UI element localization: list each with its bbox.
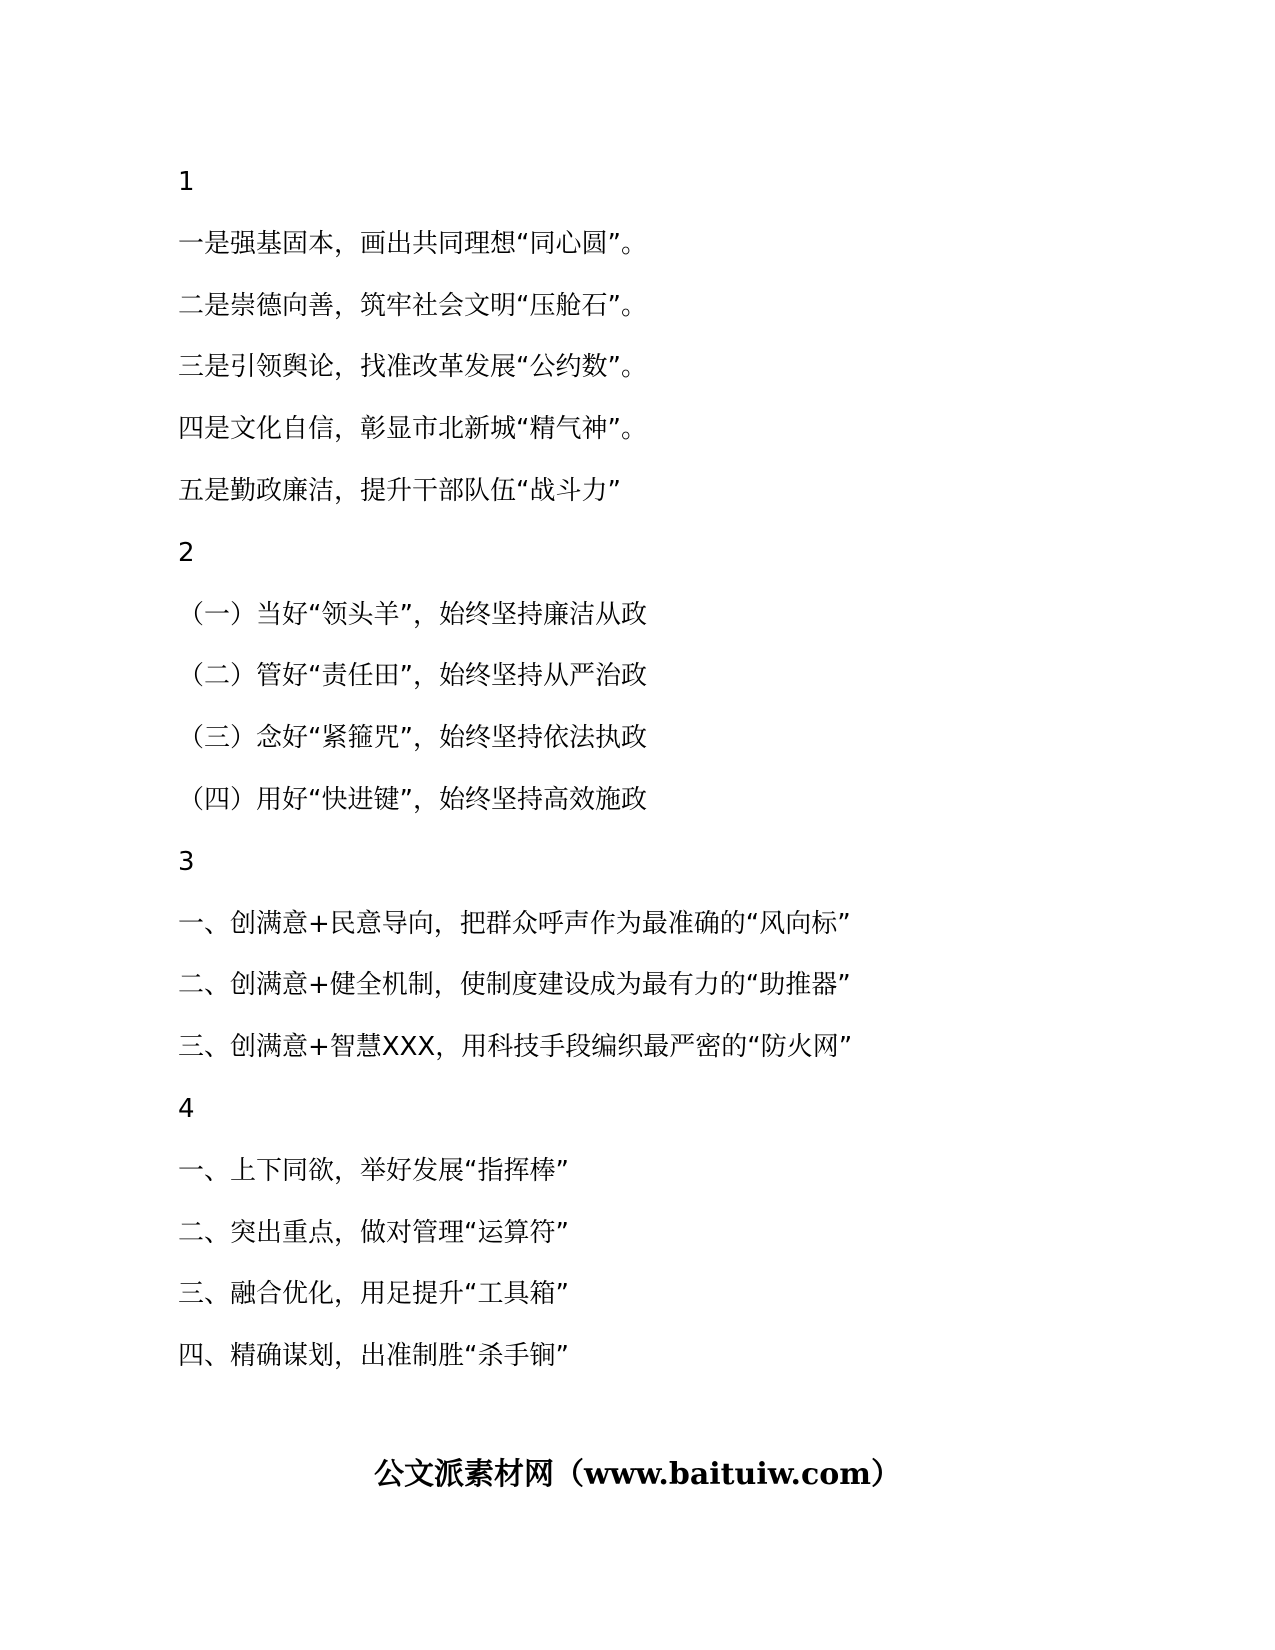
text-line: 二、突出重点，做对管理“运算符” (178, 1217, 569, 1248)
text-line: 三、融合优化，用足提升“工具箱” (178, 1279, 569, 1310)
text-line: （二）管好“责任田”，始终坚持从严治政 (178, 661, 647, 692)
text-line: 四、精确谋划，出准制胜“杀手锏” (178, 1341, 569, 1372)
text-line: （三）念好“紧箍咒”，始终坚持依法执政 (178, 723, 647, 754)
text-line: 二是崇德向善，筑牢社会文明“压舱石”。 (178, 290, 647, 321)
text-line: 三、创满意+智慧XXX，用科技手段编织最严密的“防火网” (178, 1032, 853, 1063)
text-line: 五是勤政廉洁，提升干部队伍“战斗力” (178, 475, 621, 506)
text-line: 三是引领舆论，找准改革发展“公约数”。 (178, 352, 647, 383)
document-body (178, 160, 1128, 1396)
text-line: 一、上下同欲，举好发展“指挥棒” (178, 1155, 569, 1186)
text-line: （四）用好“快进键”，始终坚持高效施政 (178, 784, 647, 815)
text-line: 一是强基固本，画出共同理想“同心圆”。 (178, 228, 647, 259)
footer-watermark: 公文派素材网（www.baituiw.com） (373, 1457, 902, 1492)
text-line: 二、创满意+健全机制，使制度建设成为最有力的“助推器” (178, 970, 851, 1001)
text-line: （一）当好“领头羊”，始终坚持廉洁从政 (178, 599, 647, 630)
text-line: 一、创满意+民意导向，把群众呼声作为最准确的“风向标” (178, 908, 851, 939)
section-number-4: 4 (178, 1093, 195, 1124)
text-line: 四是文化自信，彰显市北新城“精气神”。 (178, 414, 647, 445)
section-number-3: 3 (178, 846, 195, 877)
section-number-2: 2 (178, 537, 195, 568)
section-number-1: 1 (178, 167, 195, 197)
